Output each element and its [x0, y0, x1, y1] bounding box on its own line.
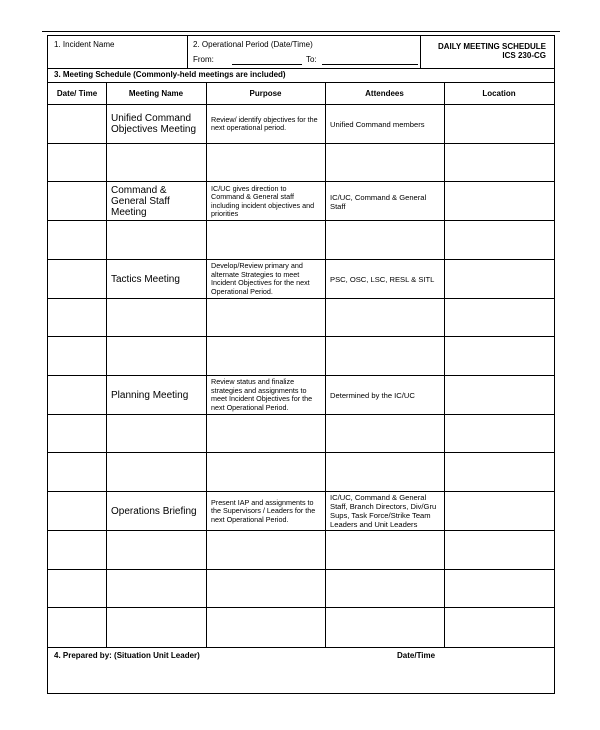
- form-code: ICS 230-CG: [502, 51, 546, 60]
- purpose-cell: [206, 144, 325, 183]
- purpose-cell: [206, 415, 325, 454]
- meeting-name-cell: [106, 299, 206, 338]
- meeting-name-cell: [106, 221, 206, 260]
- meeting-name-cell: [106, 531, 206, 570]
- divider: [187, 36, 188, 68]
- location-cell[interactable]: [444, 144, 554, 183]
- location-cell[interactable]: [444, 608, 554, 647]
- location-cell[interactable]: [444, 415, 554, 454]
- purpose-cell: [206, 492, 325, 531]
- attendees-cell: [325, 221, 444, 260]
- op-period-label: 2. Operational Period (Date/Time): [193, 40, 313, 49]
- purpose-cell: [206, 337, 325, 376]
- meeting-name-cell: [106, 570, 206, 609]
- purpose-cell: [206, 608, 325, 647]
- attendees-cell: [325, 608, 444, 647]
- meeting-name-cell: [106, 415, 206, 454]
- purpose-cell-text: Develop/Review primary and alternate Strategies to meet Incident Objectives for the next Operational Period.: [211, 261, 310, 296]
- table-row: [48, 453, 554, 492]
- location-cell[interactable]: [444, 531, 554, 570]
- location-cell[interactable]: [444, 453, 554, 492]
- table-row: [48, 337, 554, 376]
- table-row: [48, 376, 554, 415]
- purpose-cell: [206, 570, 325, 609]
- attendees-cell-text: PSC, OSC, LSC, RESL & SITL: [330, 274, 435, 284]
- attendees-cell: [325, 182, 444, 221]
- attendees-cell: [325, 415, 444, 454]
- date-time-cell[interactable]: [48, 337, 106, 376]
- meeting-name-cell: [106, 260, 206, 299]
- table-row: [48, 608, 554, 647]
- meeting-name-cell-text: Planning Meeting: [111, 389, 189, 401]
- meeting-name-cell-text: Unified Command Objectives Meeting: [111, 113, 197, 136]
- meeting-name-cell-text: Command & General Staff Meeting: [111, 185, 170, 219]
- divider: [420, 36, 421, 68]
- location-cell[interactable]: [444, 337, 554, 376]
- location-cell[interactable]: [444, 182, 554, 221]
- col-header-location: Location: [482, 89, 516, 98]
- attendees-cell: [325, 144, 444, 183]
- meeting-name-cell: [106, 337, 206, 376]
- location-cell[interactable]: [444, 492, 554, 531]
- date-time-cell[interactable]: [48, 376, 106, 415]
- table-row: [48, 531, 554, 570]
- table-row: [48, 260, 554, 299]
- date-time-cell[interactable]: [48, 453, 106, 492]
- attendees-cell-text: Determined by the IC/UC: [330, 390, 415, 400]
- from-field-line: [232, 64, 302, 65]
- date-time-cell[interactable]: [48, 144, 106, 183]
- col-header-purpose: Purpose: [249, 89, 282, 98]
- attendees-cell-text: Unified Command members: [330, 119, 425, 129]
- purpose-cell: [206, 376, 325, 415]
- attendees-cell: [325, 453, 444, 492]
- meeting-name-cell-text: Operations Briefing: [111, 505, 197, 517]
- table-row: [48, 221, 554, 260]
- table-row: [48, 144, 554, 183]
- meeting-name-cell: [106, 608, 206, 647]
- schedule-table-body: [48, 105, 554, 647]
- meeting-name-cell: [106, 492, 206, 531]
- location-cell[interactable]: [444, 570, 554, 609]
- meeting-name-cell: [106, 182, 206, 221]
- incident-name-label: 1. Incident Name: [54, 40, 115, 49]
- date-time-cell[interactable]: [48, 221, 106, 260]
- table-row: [48, 492, 554, 531]
- attendees-cell: [325, 299, 444, 338]
- date-time-cell[interactable]: [48, 492, 106, 531]
- date-time-cell[interactable]: [48, 531, 106, 570]
- date-time-cell[interactable]: [48, 415, 106, 454]
- table-row: [48, 299, 554, 338]
- date-time-cell[interactable]: [48, 260, 106, 299]
- to-label: To:: [306, 55, 317, 64]
- purpose-cell: [206, 453, 325, 492]
- date-time-label: Date/Time: [397, 651, 436, 660]
- top-rule: [42, 31, 560, 32]
- attendees-cell: [325, 105, 444, 144]
- location-cell[interactable]: [444, 105, 554, 144]
- table-row: [48, 182, 554, 221]
- purpose-cell-text: Review/ identify objectives for the next operational period.: [211, 114, 318, 133]
- purpose-cell: [206, 260, 325, 299]
- col-header-date-time: Date/ Time: [56, 89, 98, 98]
- col-header-attendees: Attendees: [365, 89, 404, 98]
- section3-label: 3. Meeting Schedule (Commonly-held meetings are included): [54, 70, 286, 79]
- attendees-cell: [325, 570, 444, 609]
- attendees-cell-text: IC/UC, Command & General Staff, Branch Directors, Div/Gru Sups, Task Force/Strike Team Leaders and Unit Leaders: [330, 493, 437, 530]
- attendees-cell: [325, 337, 444, 376]
- date-time-cell[interactable]: [48, 182, 106, 221]
- attendees-cell-text: IC/UC, Command & General Staff: [330, 192, 427, 211]
- purpose-cell: [206, 531, 325, 570]
- purpose-cell: [206, 221, 325, 260]
- prepared-by-label: 4. Prepared by: (Situation Unit Leader): [54, 651, 200, 660]
- divider: [48, 82, 554, 83]
- attendees-cell: [325, 260, 444, 299]
- purpose-cell: [206, 182, 325, 221]
- location-cell[interactable]: [444, 376, 554, 415]
- meeting-name-cell: [106, 376, 206, 415]
- date-time-cell[interactable]: [48, 608, 106, 647]
- purpose-cell: [206, 299, 325, 338]
- ics-230-form: [47, 35, 555, 694]
- divider: [48, 68, 554, 69]
- location-cell[interactable]: [444, 221, 554, 260]
- meeting-name-cell: [106, 144, 206, 183]
- meeting-name-cell: [106, 453, 206, 492]
- purpose-cell-text: Review status and finalize strategies and assignments to meet Incident Objectives for the next Operational Period.: [211, 377, 313, 412]
- table-row: [48, 570, 554, 609]
- form-title: DAILY MEETING SCHEDULE: [437, 42, 546, 51]
- attendees-cell: [325, 531, 444, 570]
- purpose-cell-text: Present IAP and assignments to the Supervisors / Leaders for the next Operational Period.: [211, 497, 316, 524]
- date-time-cell[interactable]: [48, 299, 106, 338]
- location-cell[interactable]: [444, 299, 554, 338]
- location-cell[interactable]: [444, 260, 554, 299]
- purpose-cell: [206, 105, 325, 144]
- meeting-name-cell: [106, 105, 206, 144]
- to-field-line: [322, 64, 418, 65]
- table-row: [48, 105, 554, 144]
- col-header-meeting-name: Meeting Name: [128, 89, 184, 98]
- from-label: From:: [193, 55, 214, 64]
- attendees-cell: [325, 492, 444, 531]
- date-time-cell[interactable]: [48, 105, 106, 144]
- table-row: [48, 415, 554, 454]
- date-time-cell[interactable]: [48, 570, 106, 609]
- purpose-cell-text: IC/UC gives direction to Command & General staff including incident objectives and priorities: [211, 183, 315, 219]
- meeting-name-cell-text: Tactics Meeting: [111, 273, 180, 285]
- attendees-cell: [325, 376, 444, 415]
- divider: [48, 647, 554, 648]
